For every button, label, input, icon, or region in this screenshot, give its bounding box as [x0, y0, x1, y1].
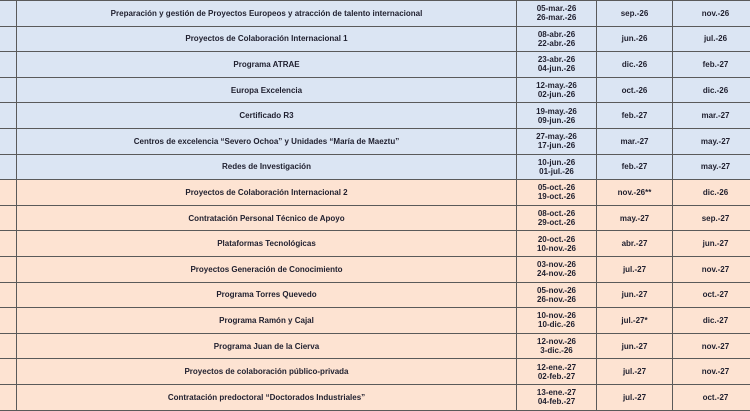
- end-date: nov.-27: [673, 359, 750, 385]
- date-open: 12-may.-26: [519, 81, 594, 90]
- date-open: 12-nov.-26: [519, 337, 594, 346]
- date-open: 08-oct.-26: [519, 209, 594, 218]
- table-row: [0, 26, 750, 52]
- call-dates: [517, 128, 597, 154]
- call-name: Proyectos de colaboración público-privada: [17, 359, 517, 385]
- table-row: [0, 1, 750, 27]
- date-close: 10-dic.-26: [519, 320, 594, 329]
- call-name: Preparación y gestión de Proyectos Europeos y atracción de talento internacional: [17, 1, 517, 27]
- call-dates: [517, 384, 597, 410]
- table-row: [0, 256, 750, 282]
- date-open: 05-oct.-26: [519, 183, 594, 192]
- call-dates: [517, 26, 597, 52]
- end-date: nov.-27: [673, 333, 750, 359]
- date-close: 22-abr.-26: [519, 39, 594, 48]
- call-dates: [517, 205, 597, 231]
- date-close: 01-jul.-26: [519, 167, 594, 176]
- date-close: 04-feb.-27: [519, 397, 594, 406]
- table-row: [0, 282, 750, 308]
- date-close: 26-mar.-26: [519, 13, 594, 22]
- end-date: oct.-27: [673, 282, 750, 308]
- date-open: 20-oct.-26: [519, 235, 594, 244]
- table-row: [0, 231, 750, 257]
- call-name: Europa Excelencia: [17, 77, 517, 103]
- date-open: 08-abr.-26: [519, 30, 594, 39]
- date-close: 10-nov.-26: [519, 244, 594, 253]
- table-body: [0, 1, 750, 411]
- date-close: 24-nov.-26: [519, 269, 594, 278]
- date-close: 29-oct.-26: [519, 218, 594, 227]
- row-code: [0, 128, 17, 154]
- resolution-date: sep.-26: [597, 1, 673, 27]
- row-code: [0, 180, 17, 206]
- call-name: Programa Ramón y Cajal: [17, 308, 517, 334]
- call-dates: [517, 103, 597, 129]
- row-code: [0, 231, 17, 257]
- row-code: [0, 333, 17, 359]
- call-name: Contratación predoctoral “Doctorados Industriales”: [17, 384, 517, 410]
- date-open: 23-abr.-26: [519, 55, 594, 64]
- call-dates: [517, 1, 597, 27]
- resolution-date: jun.-27: [597, 282, 673, 308]
- end-date: sep.-27: [673, 205, 750, 231]
- end-date: nov.-27: [673, 256, 750, 282]
- end-date: dic.-27: [673, 308, 750, 334]
- table-row: [0, 103, 750, 129]
- resolution-date: oct.-26: [597, 77, 673, 103]
- end-date: may.-27: [673, 128, 750, 154]
- table-row: [0, 154, 750, 180]
- call-name: Certificado R3: [17, 103, 517, 129]
- call-name: Programa Juan de la Cierva: [17, 333, 517, 359]
- resolution-date: mar.-27: [597, 128, 673, 154]
- resolution-date: nov.-26**: [597, 180, 673, 206]
- table-row: [0, 52, 750, 78]
- row-code: [0, 205, 17, 231]
- call-dates: [517, 308, 597, 334]
- row-code: [0, 103, 17, 129]
- date-close: 3-dic.-26: [519, 346, 594, 355]
- call-dates: [517, 154, 597, 180]
- date-open: 05-mar.-26: [519, 4, 594, 13]
- date-open: 12-ene.-27: [519, 363, 594, 372]
- date-close: 09-jun.-26: [519, 116, 594, 125]
- end-date: feb.-27: [673, 52, 750, 78]
- table-row: [0, 128, 750, 154]
- row-code: [0, 308, 17, 334]
- row-code: [0, 154, 17, 180]
- call-name: Redes de Investigación: [17, 154, 517, 180]
- call-name: Contratación Personal Técnico de Apoyo: [17, 205, 517, 231]
- row-code: [0, 359, 17, 385]
- row-code: [0, 1, 17, 27]
- call-dates: [517, 77, 597, 103]
- end-date: may.-27: [673, 154, 750, 180]
- table-row: [0, 384, 750, 410]
- date-open: 19-may.-26: [519, 107, 594, 116]
- call-dates: [517, 256, 597, 282]
- end-date: jul.-26: [673, 26, 750, 52]
- call-name: Plataformas Tecnológicas: [17, 231, 517, 257]
- date-open: 03-nov.-26: [519, 260, 594, 269]
- resolution-date: jul.-27: [597, 359, 673, 385]
- call-dates: [517, 180, 597, 206]
- table-row: [0, 180, 750, 206]
- end-date: jun.-27: [673, 231, 750, 257]
- table-row: [0, 359, 750, 385]
- resolution-date: may.-27: [597, 205, 673, 231]
- resolution-date: abr.-27: [597, 231, 673, 257]
- call-name: Programa Torres Quevedo: [17, 282, 517, 308]
- resolution-date: jun.-26: [597, 26, 673, 52]
- row-code: [0, 282, 17, 308]
- table-row: [0, 333, 750, 359]
- date-close: 19-oct.-26: [519, 192, 594, 201]
- resolution-date: dic.-26: [597, 52, 673, 78]
- table-row: [0, 77, 750, 103]
- row-code: [0, 384, 17, 410]
- end-date: nov.-26: [673, 1, 750, 27]
- date-close: 02-jun.-26: [519, 90, 594, 99]
- resolution-date: jun.-27: [597, 333, 673, 359]
- row-code: [0, 256, 17, 282]
- call-name: Centros de excelencia “Severo Ochoa” y Unidades “María de Maeztu”: [17, 128, 517, 154]
- end-date: mar.-27: [673, 103, 750, 129]
- date-open: 05-nov.-26: [519, 286, 594, 295]
- call-dates: [517, 282, 597, 308]
- row-code: [0, 26, 17, 52]
- resolution-date: jul.-27: [597, 256, 673, 282]
- resolution-date: jul.-27: [597, 384, 673, 410]
- date-open: 10-jun.-26: [519, 158, 594, 167]
- resolution-date: jul.-27*: [597, 308, 673, 334]
- call-name: Programa ATRAE: [17, 52, 517, 78]
- row-code: [0, 52, 17, 78]
- date-open: 27-may.-26: [519, 132, 594, 141]
- call-dates: [517, 359, 597, 385]
- table-row: [0, 308, 750, 334]
- date-close: 02-feb.-27: [519, 372, 594, 381]
- date-open: 10-nov.-26: [519, 311, 594, 320]
- date-open: 13-ene.-27: [519, 388, 594, 397]
- call-name: Proyectos Generación de Conocimiento: [17, 256, 517, 282]
- date-close: 26-nov.-26: [519, 295, 594, 304]
- date-close: 04-jun.-26: [519, 64, 594, 73]
- resolution-date: feb.-27: [597, 103, 673, 129]
- end-date: dic.-26: [673, 180, 750, 206]
- row-code: [0, 77, 17, 103]
- call-name: Proyectos de Colaboración Internacional 2: [17, 180, 517, 206]
- date-close: 17-jun.-26: [519, 141, 594, 150]
- end-date: dic.-26: [673, 77, 750, 103]
- table-row: [0, 205, 750, 231]
- call-dates: [517, 52, 597, 78]
- call-dates: [517, 333, 597, 359]
- resolution-date: feb.-27: [597, 154, 673, 180]
- call-name: Proyectos de Colaboración Internacional 1: [17, 26, 517, 52]
- call-dates: [517, 231, 597, 257]
- end-date: oct.-27: [673, 384, 750, 410]
